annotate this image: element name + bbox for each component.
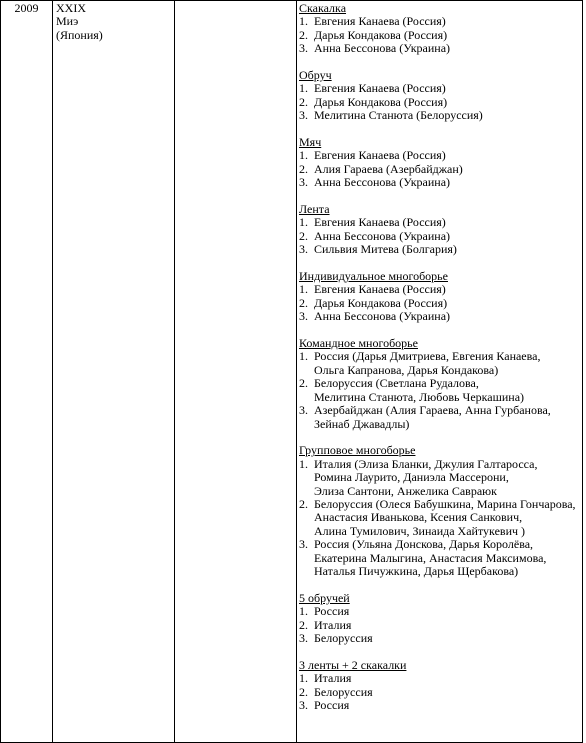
place-number: 2.	[299, 27, 308, 42]
winner-name: Алия Гараева (Азербайджан)	[314, 161, 463, 176]
winner-item	[299, 699, 582, 712]
place-number: 1.	[299, 671, 308, 686]
winner-name: Анна Бессонова (Украина)	[314, 228, 451, 243]
winner-item	[299, 42, 582, 55]
winner-item	[299, 350, 582, 377]
winner-item	[299, 310, 582, 323]
discipline-block	[299, 1, 582, 56]
winner-item	[299, 176, 582, 189]
winner-item	[299, 216, 582, 229]
disciplines-list	[299, 1, 582, 712]
winner-item	[299, 672, 582, 685]
winner-name: Италия	[314, 671, 352, 686]
winner-name: Ромина Лаурито, Даниэла Массерони,	[314, 470, 509, 485]
winner-name: Италия	[314, 617, 352, 632]
event-country: (Япония)	[56, 27, 103, 42]
winner-item	[299, 377, 582, 404]
winner-item	[299, 15, 582, 28]
winner-name: Евгения Канаева (Россия)	[314, 81, 446, 96]
place-number: 3.	[299, 537, 308, 552]
winner-name: Анастасия Иванькова, Ксения Санкович,	[314, 510, 523, 525]
winners-list	[299, 149, 582, 189]
winner-name: Россия	[314, 604, 350, 619]
place-number: 2.	[299, 376, 308, 391]
winner-name: Зейнаб Джавадлы)	[314, 416, 410, 431]
winner-item	[299, 149, 582, 162]
winners-list	[299, 216, 582, 256]
winners-list	[299, 458, 582, 579]
winner-item	[299, 109, 582, 122]
discipline-block	[299, 203, 582, 257]
place-number: 1.	[299, 456, 308, 471]
winner-name: Наталья Пичужкина, Дарья Щербакова)	[314, 563, 519, 578]
winner-name: Сильвия Митева (Болгария)	[314, 242, 457, 257]
discipline-block	[299, 592, 582, 646]
place-number: 2.	[299, 94, 308, 109]
place-number: 3.	[299, 698, 308, 712]
winner-name: Евгения Канаева (Россия)	[314, 215, 446, 230]
winner-name: Екатерина Малыгина, Анастасия Максимова,	[314, 550, 547, 565]
winner-name: Мелитина Станюта, Любовь Черкашина)	[314, 389, 525, 404]
winner-name: Анна Бессонова (Украина)	[314, 41, 451, 56]
winner-name: Элиза Сантони, Анжелика Савраюк	[314, 483, 497, 498]
winner-name: Ольга Капранова, Дарья Кондакова)	[314, 362, 499, 377]
discipline-title: Групповое многоборье	[299, 443, 416, 458]
winners-list	[299, 605, 582, 645]
winner-item	[299, 538, 582, 578]
winner-item	[299, 498, 582, 538]
winner-item	[299, 297, 582, 310]
event-number: XXIX	[56, 1, 86, 15]
discipline-title: Мяч	[299, 135, 322, 150]
discipline-title: 3 ленты + 2 скакалки	[299, 657, 407, 672]
place-number: 1.	[299, 349, 308, 364]
place-number: 2.	[299, 684, 308, 699]
winner-item	[299, 163, 582, 176]
place-number: 1.	[299, 215, 308, 230]
winner-name: Мелитина Станюта (Белоруссия)	[314, 108, 483, 123]
winner-name: Евгения Канаева (Россия)	[314, 148, 446, 163]
place-number: 3.	[299, 108, 308, 123]
winner-item	[299, 404, 582, 431]
winner-name: Евгения Канаева (Россия)	[314, 14, 446, 29]
discipline-title: Индивидуальное многоборье	[299, 269, 448, 284]
winner-name: Алина Тумилович, Зинаида Хайтукевич )	[314, 523, 526, 538]
winners-list	[299, 283, 582, 323]
place-number: 1.	[299, 14, 308, 29]
discipline-title: Лента	[299, 202, 330, 217]
winner-name: Россия	[314, 698, 350, 712]
discipline-block	[299, 444, 582, 578]
winner-name: Азербайджан (Алия Гараева, Анна Гурбанова,	[314, 403, 551, 418]
winner-item	[299, 632, 582, 645]
winner-name: Россия (Дарья Дмитриева, Евгения Канаева,	[314, 349, 541, 364]
winners-list	[299, 15, 582, 55]
empty-cell	[175, 1, 297, 743]
winner-item	[299, 283, 582, 296]
winner-name: Белоруссия (Олеся Бабушкина, Марина Гончарова,	[314, 496, 576, 511]
winner-name: Белоруссия	[314, 684, 373, 699]
winner-name: Евгения Канаева (Россия)	[314, 282, 446, 297]
place-number: 2.	[299, 617, 308, 632]
place-number: 2.	[299, 161, 308, 176]
winner-item	[299, 243, 582, 256]
winner-name: Дарья Кондакова (Россия)	[314, 94, 448, 109]
winner-item	[299, 230, 582, 243]
winner-name: Белоруссия (Светлана Рудалова,	[314, 376, 479, 391]
place-number: 3.	[299, 41, 308, 56]
winner-name: Анна Бессонова (Украина)	[314, 175, 451, 190]
place-number: 2.	[299, 228, 308, 243]
discipline-block	[299, 659, 582, 713]
place-number: 1.	[299, 81, 308, 96]
winners-list	[299, 672, 582, 712]
winner-name: Белоруссия	[314, 630, 373, 645]
place-number: 3.	[299, 403, 308, 418]
winners-list	[299, 82, 582, 122]
place-number: 2.	[299, 295, 308, 310]
event-cell	[53, 1, 175, 743]
discipline-title: 5 обручей	[299, 590, 350, 605]
discipline-block	[299, 69, 582, 123]
winner-name: Дарья Кондакова (Россия)	[314, 295, 448, 310]
event-city: Миэ	[56, 14, 79, 29]
place-number: 1.	[299, 282, 308, 297]
winner-item	[299, 458, 582, 498]
winner-item	[299, 605, 582, 618]
discipline-title: Командное многоборье	[299, 336, 418, 351]
place-number: 3.	[299, 242, 308, 257]
winner-item	[299, 96, 582, 109]
winner-name: Анна Бессонова (Украина)	[314, 309, 451, 324]
discipline-title: Скакалка	[299, 1, 347, 15]
place-number: 3.	[299, 309, 308, 324]
winner-name: Россия (Ульяна Донскова, Дарья Королёва,	[314, 537, 534, 552]
place-number: 1.	[299, 604, 308, 619]
place-number: 2.	[299, 496, 308, 511]
discipline-block	[299, 136, 582, 190]
winners-list	[299, 350, 582, 430]
winner-item	[299, 619, 582, 632]
results-cell	[297, 1, 583, 743]
place-number: 3.	[299, 630, 308, 645]
year-text: 2009	[14, 1, 39, 15]
winner-item	[299, 29, 582, 42]
place-number: 1.	[299, 148, 308, 163]
table-row	[1, 1, 583, 743]
winner-item	[299, 686, 582, 699]
discipline-title: Обруч	[299, 68, 332, 83]
discipline-block	[299, 270, 582, 324]
winner-item	[299, 82, 582, 95]
winner-name: Дарья Кондакова (Россия)	[314, 27, 448, 42]
year-cell	[1, 1, 53, 743]
place-number: 3.	[299, 175, 308, 190]
discipline-block	[299, 337, 582, 431]
winner-name: Италия (Элиза Бланки, Джулия Галтаросса,	[314, 456, 538, 471]
